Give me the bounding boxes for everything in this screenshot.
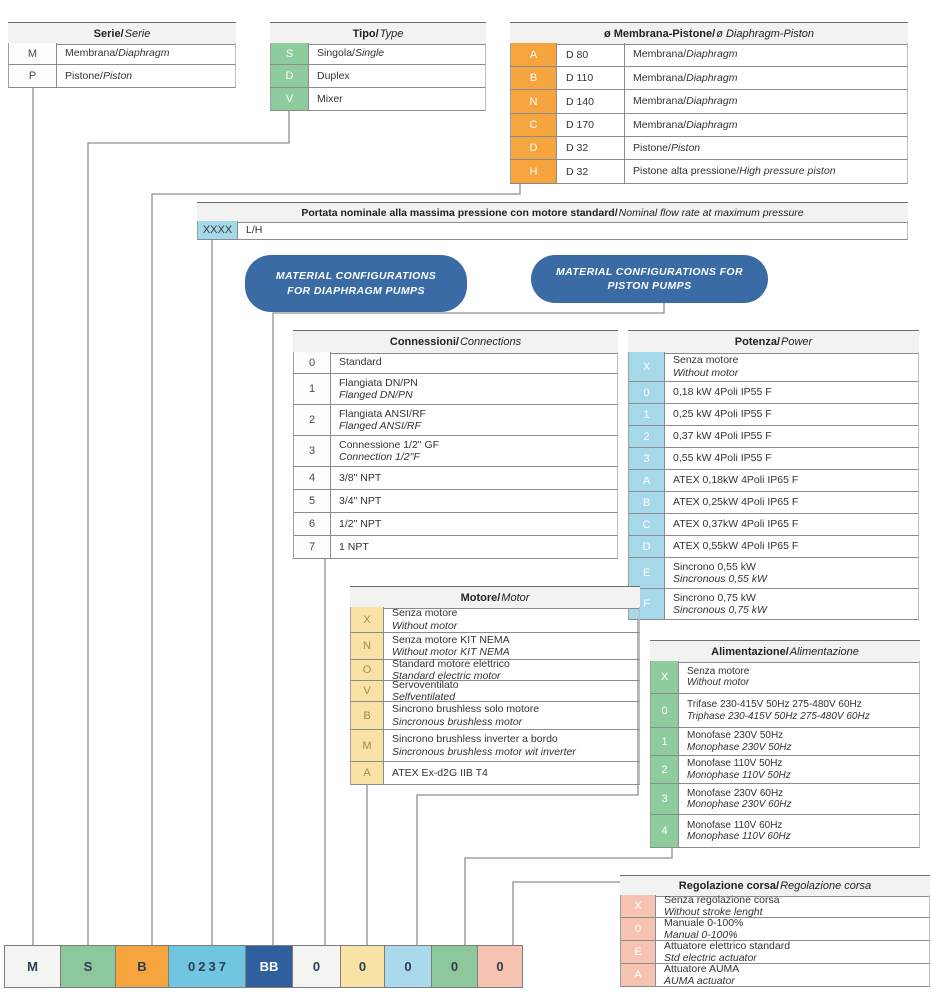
description-cell <box>656 895 929 917</box>
table-row <box>650 815 920 848</box>
code-cell: M <box>351 730 384 761</box>
table-row <box>510 137 908 160</box>
code-cell: P <box>9 65 57 87</box>
serie-table-title <box>8 22 236 45</box>
code-cell: V <box>271 88 309 110</box>
description-cell <box>384 657 639 682</box>
table-row <box>628 426 919 448</box>
description-english: Piston <box>670 141 701 154</box>
code-cell: D <box>629 536 665 557</box>
tipo-table-title <box>270 22 486 45</box>
unit-label: L/H <box>246 223 263 236</box>
power-table-title <box>628 330 919 354</box>
description-english: Monophase 230V 60Hz <box>687 799 792 810</box>
table-row <box>628 514 919 536</box>
motor-table <box>350 586 640 785</box>
description-english: Sincronous 0,55 kW <box>673 573 767 585</box>
description-cell <box>331 374 617 404</box>
description-italian: Pistone alta pressione/ <box>633 165 740 178</box>
description-italian: Trifase 230-415V 50Hz 275-480V 60Hz <box>687 699 862 710</box>
title-italian: ø Membrana-Pistone/ <box>603 27 716 40</box>
code-cell: X <box>621 895 656 917</box>
title-italian: Connessioni/ <box>389 336 459 348</box>
table-row <box>650 728 920 756</box>
table-row <box>628 470 919 492</box>
code-cell: 1 <box>651 728 679 755</box>
description-italian: Sincrono 0,55 kW <box>673 560 756 573</box>
description-italian: Membrana/ <box>633 95 687 108</box>
table-row <box>628 492 919 514</box>
title-italian: Motore/ <box>460 591 501 604</box>
description-italian: Pistone/ <box>633 141 671 154</box>
table-row <box>628 352 919 382</box>
code-cell: 2 <box>651 756 679 783</box>
table-row <box>510 67 908 90</box>
flow-rate-table <box>197 202 908 240</box>
size-cell: D 80 <box>557 43 625 66</box>
description-english: Standard electric motor <box>392 670 501 682</box>
description-cell <box>384 702 639 729</box>
description-italian: 0,18 kW 4Poli IP55 F <box>673 386 772 399</box>
serie-table <box>8 22 236 88</box>
table-row <box>510 90 908 114</box>
flow-rate-unit-cell <box>238 221 907 239</box>
serie-table-rows <box>8 43 236 88</box>
code-cell: 3 <box>651 784 679 814</box>
description-cell <box>656 918 929 940</box>
description-italian: Monofase 110V 50Hz <box>687 758 783 769</box>
description-italian: Membrana/ <box>633 118 687 131</box>
size-cell: D 140 <box>557 90 625 113</box>
example-code-cell: BB <box>245 945 293 988</box>
description-italian: 1 NPT <box>339 540 369 553</box>
description-italian: Senza motore <box>673 354 739 367</box>
description-english: Std electric actuator <box>664 952 757 964</box>
table-row <box>8 43 236 65</box>
table-row <box>628 589 919 620</box>
code-cell: F <box>629 589 665 619</box>
connections-table-rows <box>293 352 618 559</box>
power-supply-table <box>650 640 920 848</box>
table-row <box>293 436 618 467</box>
title-italian: Alimentazione/ <box>711 645 789 658</box>
description-italian: Sincrono brushless inverter a bordo <box>392 733 558 746</box>
description-italian: Attuatore elettrico standard <box>664 939 791 952</box>
description-english: Selfventilated <box>392 691 456 703</box>
description-italian: Standard motore elettrico <box>392 657 510 670</box>
title-english: Nominal flow rate at maximum pressure <box>618 206 804 219</box>
table-row <box>293 374 618 405</box>
code-cell: O <box>351 660 384 680</box>
table-row <box>650 756 920 784</box>
code-cell: 4 <box>651 815 679 847</box>
description-english: Diaphragm <box>118 47 170 60</box>
description-italian: Membrana/ <box>633 48 687 61</box>
code-cell: M <box>9 43 57 64</box>
description-cell <box>665 492 918 513</box>
description-italian: Sincrono 0,75 kW <box>673 591 756 604</box>
description-cell <box>331 436 617 466</box>
description-italian: 3/4" NPT <box>339 494 382 507</box>
description-english: Without motor <box>392 619 458 632</box>
description-cell <box>656 964 929 986</box>
code-cell: A <box>511 43 557 66</box>
code-cell: 3 <box>294 436 331 466</box>
example-code-cell: 0 <box>340 945 385 988</box>
table-row <box>628 404 919 426</box>
stroke-adjustment-table <box>620 875 930 987</box>
description-italian: Servoventilato <box>392 678 459 691</box>
description-cell <box>665 382 918 403</box>
table-row <box>350 762 640 785</box>
code-cell: S <box>271 43 309 64</box>
description-cell <box>679 728 919 755</box>
description-italian: Senza motore <box>392 607 458 620</box>
flow-rate-title <box>197 202 908 223</box>
flow-rate-code-cell: XXXX <box>198 221 238 239</box>
description-english: AUMA actuator <box>664 975 735 987</box>
table-row <box>350 702 640 730</box>
description-italian: ATEX Ex-d2G IIB T4 <box>392 766 488 779</box>
description-cell <box>665 426 918 447</box>
description-english: Sincronous brushless motor wit inverter <box>392 745 576 758</box>
table-row <box>8 65 236 88</box>
table-row <box>650 694 920 728</box>
description-cell <box>665 536 918 557</box>
description-italian: Duplex <box>317 69 350 82</box>
description-cell <box>384 762 639 784</box>
code-cell: 1 <box>629 404 665 425</box>
title-english: Serie <box>124 27 151 40</box>
description-english: Monophase 110V 60Hz <box>687 831 791 842</box>
table-row <box>510 114 908 137</box>
description-cell <box>331 467 617 489</box>
description-english: Diaphragm <box>686 118 738 131</box>
table-row <box>293 513 618 536</box>
table-row <box>293 352 618 374</box>
title-english: Power <box>781 336 813 348</box>
power-supply-table-title <box>650 640 920 663</box>
size-cell: D 32 <box>557 160 625 183</box>
code-cell: 4 <box>294 467 331 489</box>
description-italian: Senza motore <box>687 665 750 677</box>
description-cell <box>331 513 617 535</box>
diaphragm-piston-table-rows <box>510 43 908 184</box>
description-english: High pressure piston <box>739 165 836 178</box>
connections-table <box>293 330 618 559</box>
title-english: Connections <box>459 336 522 348</box>
table-row <box>510 160 908 184</box>
table-row <box>620 895 930 918</box>
code-cell: B <box>629 492 665 513</box>
description-cell <box>679 784 919 814</box>
description-cell <box>679 756 919 783</box>
code-cell: H <box>511 160 557 183</box>
description-english: Flanged DN/PN <box>339 389 413 401</box>
description-cell <box>665 352 918 381</box>
table-row <box>270 65 486 88</box>
code-cell: N <box>511 90 557 113</box>
example-code-row <box>5 945 523 988</box>
description-italian: Flangiata ANSI/RF <box>339 407 426 420</box>
material-config-diaphragm-box: MATERIAL CONFIGURATIONS FOR DIAPHRAGM PUMPS <box>245 255 467 312</box>
title-italian: Tipo/ <box>352 27 379 40</box>
table-row <box>270 88 486 111</box>
description-english: Manual 0-100% <box>664 929 738 941</box>
description-cell <box>331 490 617 512</box>
power-supply-table-rows <box>650 661 920 848</box>
description-cell <box>665 558 918 588</box>
description-cell <box>625 137 907 159</box>
description-italian: ATEX 0,18kW 4Poli IP65 F <box>673 474 799 487</box>
description-italian: Manuale 0-100% <box>664 916 744 929</box>
size-cell: D 170 <box>557 114 625 136</box>
title-english: Regolazione corsa <box>780 880 872 892</box>
power-table <box>628 330 919 620</box>
table-row <box>510 43 908 67</box>
diaphragm-piston-table-title <box>510 22 908 45</box>
description-italian: 1/2" NPT <box>339 517 382 530</box>
description-italian: 0,55 kW 4Poli IP55 F <box>673 452 772 465</box>
table-row <box>350 633 640 660</box>
title-english: Alimentazione <box>789 645 859 658</box>
description-italian: Mixer <box>317 92 343 105</box>
table-row <box>650 784 920 815</box>
description-english: Triphase 230-415V 50Hz 275-480V 60Hz <box>687 710 870 722</box>
description-cell <box>384 730 639 761</box>
code-cell: 6 <box>294 513 331 535</box>
code-cell: 2 <box>629 426 665 447</box>
description-italian: Monofase 230V 50Hz <box>687 730 784 741</box>
tipo-table <box>270 22 486 111</box>
table-row <box>628 536 919 558</box>
code-cell: E <box>621 941 656 963</box>
code-cell: A <box>351 762 384 784</box>
description-english: Monophase 230V 50Hz <box>687 741 792 753</box>
material-config-piston-box: MATERIAL CONFIGURATIONS FOR PISTON PUMPS <box>531 255 768 303</box>
example-code-cell: 0 <box>431 945 478 988</box>
size-cell: D 32 <box>557 137 625 159</box>
description-english: Without motor <box>673 366 739 379</box>
table-row <box>293 467 618 490</box>
description-cell <box>309 43 485 64</box>
code-cell: A <box>629 470 665 491</box>
table-row <box>620 941 930 964</box>
description-cell <box>57 43 235 64</box>
description-italian: Flangiata DN/PN <box>339 376 418 389</box>
tipo-table-rows <box>270 43 486 111</box>
description-cell <box>679 661 919 693</box>
description-italian: Monofase 230V 60Hz <box>687 787 784 799</box>
connections-table-title <box>293 330 618 354</box>
code-cell: X <box>351 607 384 632</box>
description-cell <box>679 694 919 727</box>
code-cell: 0 <box>651 694 679 727</box>
title-italian: Regolazione corsa/ <box>678 880 780 892</box>
description-english: Piston <box>102 69 133 82</box>
code-cell: 0 <box>621 918 656 940</box>
code-cell: 0 <box>294 352 331 373</box>
description-cell <box>625 160 907 183</box>
code-cell: 2 <box>294 405 331 435</box>
table-row <box>293 536 618 559</box>
description-cell <box>331 352 617 373</box>
code-cell: B <box>351 702 384 729</box>
table-row <box>270 43 486 65</box>
description-italian: Standard <box>339 356 382 369</box>
example-code-cell: M <box>4 945 61 988</box>
code-cell: 7 <box>294 536 331 558</box>
table-row <box>620 918 930 941</box>
example-code-cell: 0 <box>384 945 432 988</box>
example-code-cell: 0 <box>477 945 523 988</box>
description-english: Without stroke lenght <box>664 906 763 918</box>
example-code-cell: 0 <box>292 945 341 988</box>
description-cell <box>665 514 918 535</box>
description-cell <box>384 633 639 659</box>
description-english: Monophase 110V 50Hz <box>687 769 791 781</box>
description-cell <box>679 815 919 847</box>
power-table-rows <box>628 352 919 620</box>
code-cell: D <box>271 65 309 87</box>
description-cell <box>665 448 918 469</box>
size-cell: D 110 <box>557 67 625 89</box>
code-cell: A <box>621 964 656 986</box>
title-italian: Portata nominale alla massima pressione con motore standard/ <box>301 206 618 219</box>
description-italian: Connessione 1/2" GF <box>339 438 440 451</box>
description-english: Flanged ANSI/RF <box>339 420 421 432</box>
table-row <box>350 730 640 762</box>
description-italian: ATEX 0,37kW 4Poli IP65 F <box>673 518 799 531</box>
table-row <box>293 490 618 513</box>
stroke-adjustment-table-rows <box>620 895 930 987</box>
code-cell: E <box>629 558 665 588</box>
description-italian: Senza regolazione corsa <box>664 893 780 906</box>
description-english: Diaphragm <box>686 95 738 108</box>
description-italian: Membrana/ <box>65 47 119 60</box>
description-cell <box>665 589 918 619</box>
example-code-cell: B <box>115 945 169 988</box>
description-italian: 0,37 kW 4Poli IP55 F <box>673 430 772 443</box>
description-cell <box>309 65 485 87</box>
description-cell <box>384 678 639 703</box>
description-english: Without motor <box>687 677 750 688</box>
code-cell: 5 <box>294 490 331 512</box>
description-cell <box>625 114 907 136</box>
description-cell <box>625 43 907 66</box>
description-cell <box>57 65 235 87</box>
description-italian: 0,25 kW 4Poli IP55 F <box>673 408 772 421</box>
table-row <box>350 678 640 703</box>
description-italian: ATEX 0,25kW 4Poli IP65 F <box>673 496 799 509</box>
title-italian: Serie/ <box>93 27 124 40</box>
title-english: Motor <box>501 591 530 604</box>
table-row <box>350 657 640 682</box>
example-code-cell: S <box>60 945 116 988</box>
table-row <box>628 448 919 470</box>
table-row <box>650 661 920 694</box>
table-row <box>293 405 618 436</box>
description-cell <box>309 88 485 110</box>
description-english: Diaphragm <box>686 71 738 84</box>
flow-rate-row <box>197 221 908 240</box>
description-english: Without motor KIT NEMA <box>392 646 510 658</box>
title-italian: Potenza/ <box>734 336 781 348</box>
description-italian: Monofase 110V 60Hz <box>687 819 783 831</box>
code-cell: N <box>351 633 384 659</box>
code-cell: X <box>629 352 665 381</box>
description-cell <box>625 67 907 89</box>
description-italian: Membrana/ <box>633 71 687 84</box>
description-cell <box>656 941 929 963</box>
description-english: Sincronous brushless motor <box>392 715 523 728</box>
table-row <box>350 607 640 633</box>
code-cell: C <box>511 114 557 136</box>
motor-table-rows <box>350 607 640 785</box>
description-italian: ATEX 0,55kW 4Poli IP65 F <box>673 540 799 553</box>
example-code-cell: 0237 <box>168 945 246 988</box>
code-cell: 1 <box>294 374 331 404</box>
description-italian: Pistone/ <box>65 69 103 82</box>
description-english: Single <box>354 47 385 60</box>
table-row <box>628 382 919 404</box>
code-cell: B <box>511 67 557 89</box>
description-italian: Senza motore KIT NEMA <box>392 633 510 646</box>
code-cell: X <box>651 661 679 693</box>
motor-table-title <box>350 586 640 609</box>
description-cell <box>665 404 918 425</box>
description-english: Sincronous 0,75 kW <box>673 604 767 616</box>
title-english: ø Diaphragm-Piston <box>716 27 815 40</box>
description-cell <box>625 90 907 113</box>
table-row <box>620 964 930 987</box>
diaphragm-piston-table <box>510 22 908 184</box>
description-italian: Sincrono brushless solo motore <box>392 703 540 716</box>
table-row <box>628 558 919 589</box>
code-cell: 3 <box>629 448 665 469</box>
description-english: Diaphragm <box>686 48 738 61</box>
description-cell <box>384 607 639 632</box>
code-cell: C <box>629 514 665 535</box>
description-cell <box>331 405 617 435</box>
description-italian: Attuatore AUMA <box>664 962 740 975</box>
description-english: Connection 1/2"F <box>339 451 420 463</box>
description-cell <box>331 536 617 558</box>
description-cell <box>665 470 918 491</box>
code-cell: D <box>511 137 557 159</box>
description-italian: Singola/ <box>317 47 355 60</box>
code-cell: 0 <box>629 382 665 403</box>
title-english: Type <box>379 27 404 40</box>
description-italian: 3/8" NPT <box>339 471 382 484</box>
code-cell: V <box>351 681 384 701</box>
